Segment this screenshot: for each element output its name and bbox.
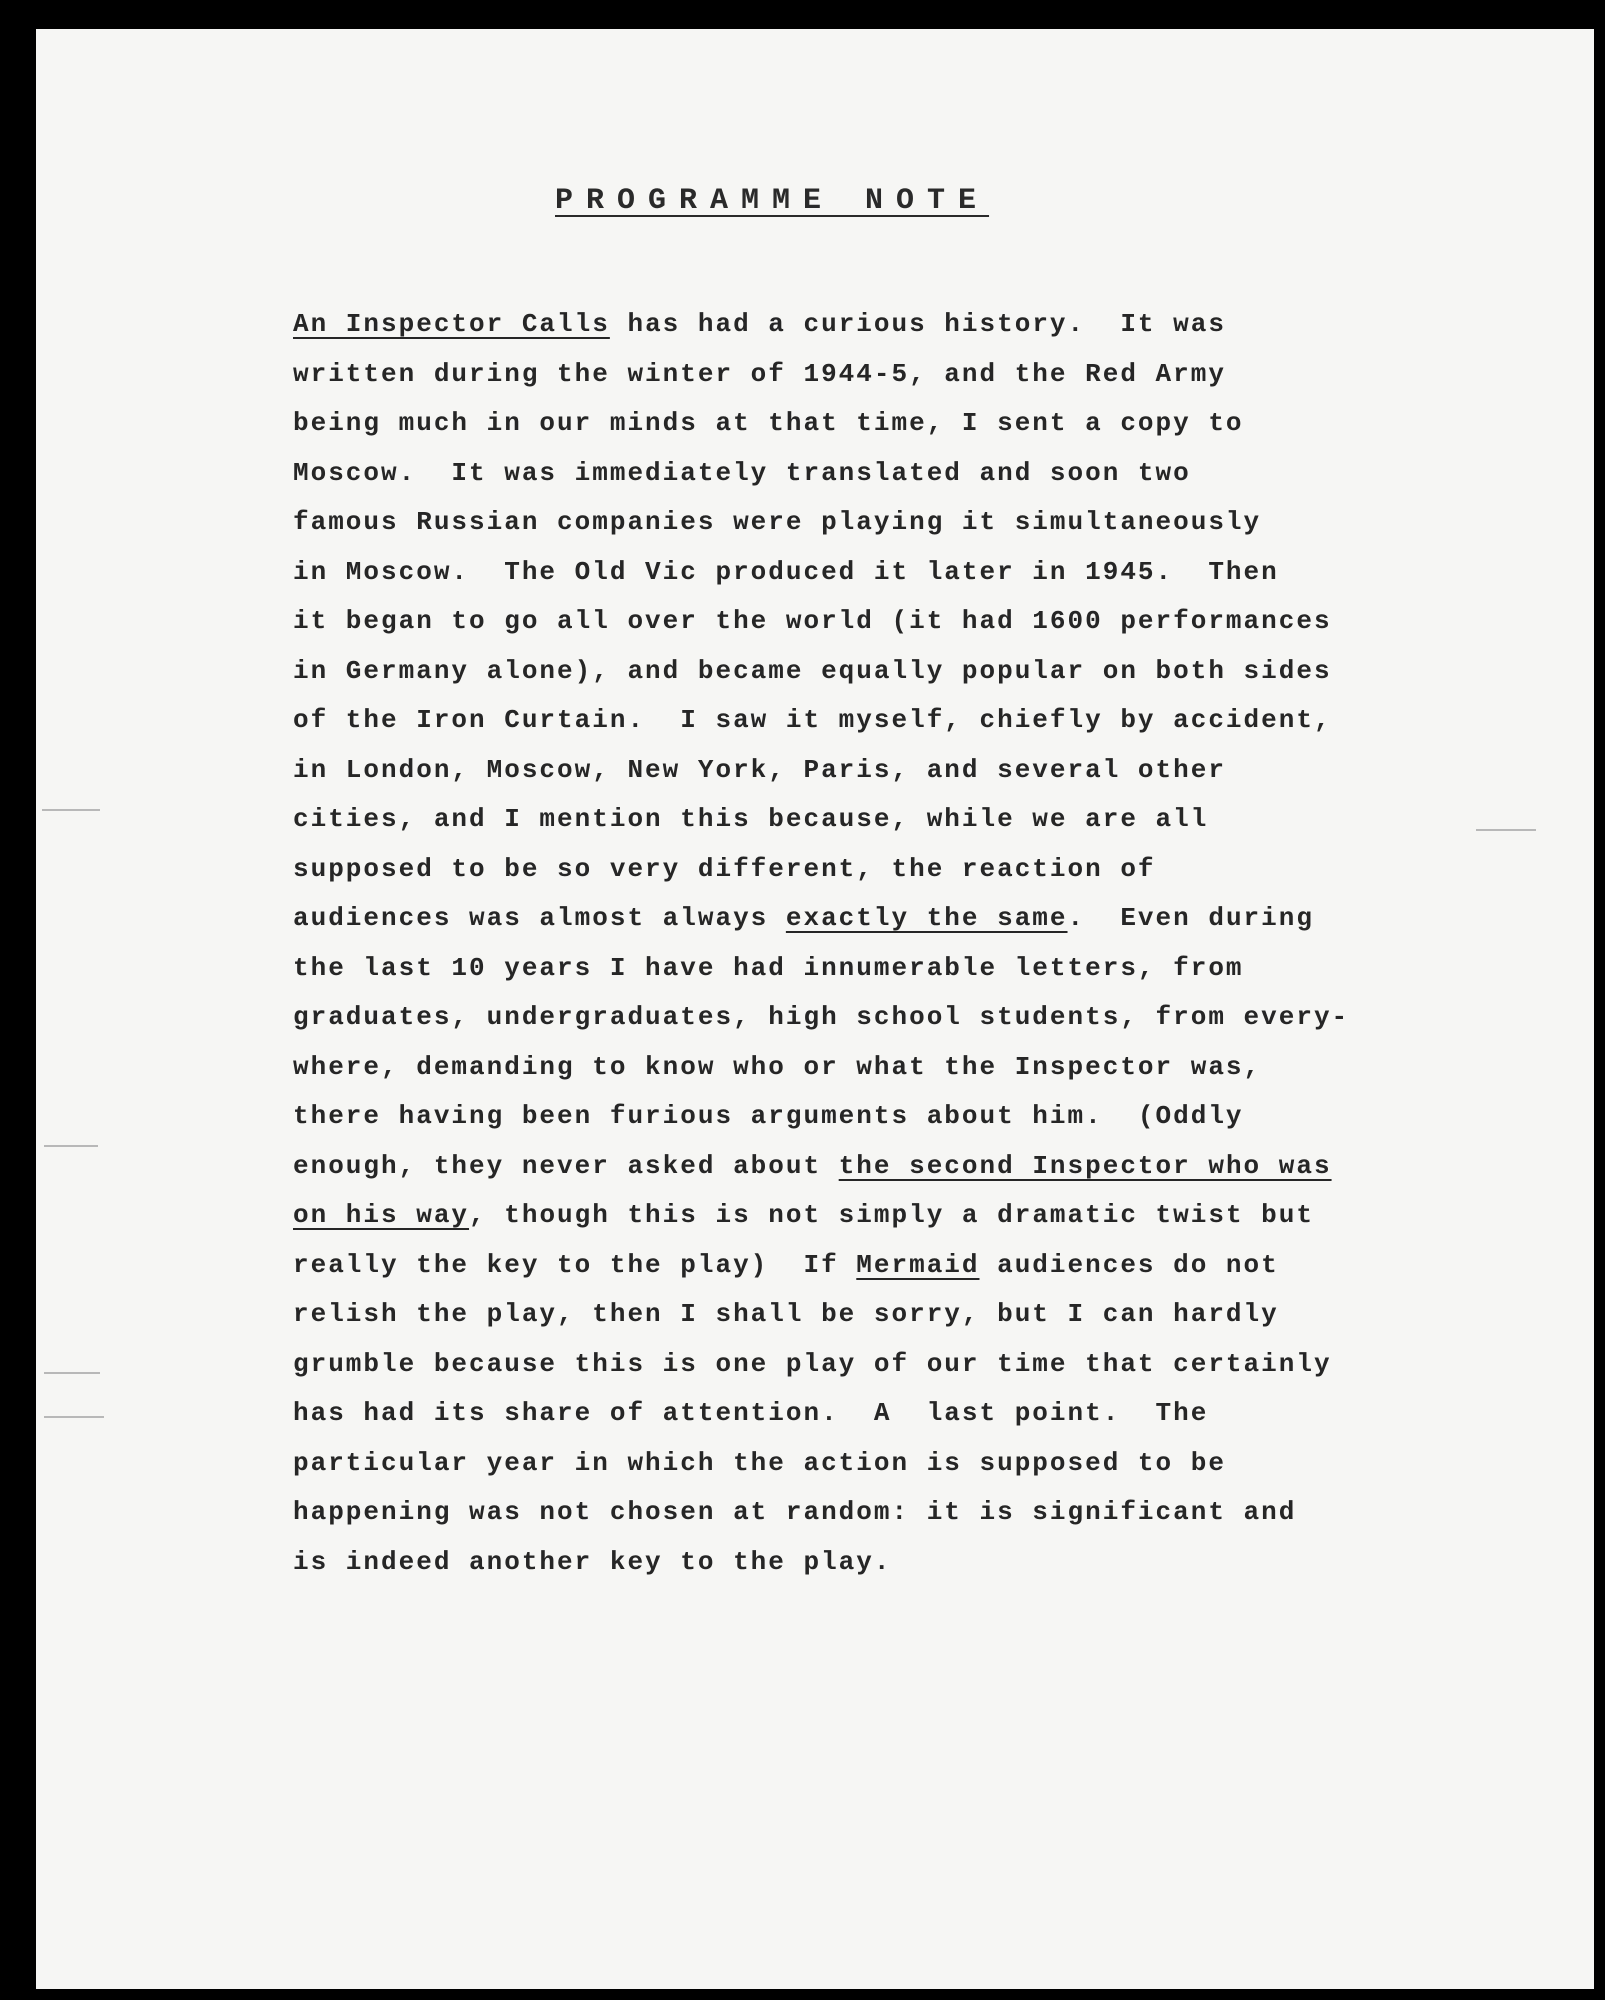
text-segment: . Even during	[1067, 903, 1314, 933]
text-line	[293, 696, 1523, 746]
underlined-text: Mermaid	[856, 1249, 980, 1280]
underlined-text: exactly the same	[785, 903, 1068, 933]
text-segment: grumble because this is one play of our time that certainly	[293, 1348, 1332, 1379]
text-line	[293, 894, 1523, 944]
text-segment: cities, and I mention this because, while we are all	[293, 804, 1209, 834]
text-segment: has had a curious history. It was	[609, 309, 1226, 339]
text-line	[293, 597, 1523, 647]
margin-mark	[42, 809, 100, 811]
text-line	[293, 548, 1523, 598]
text-segment: particular year in which the action is supposed to be	[293, 1447, 1226, 1478]
margin-mark	[44, 1145, 98, 1147]
text-line	[293, 300, 1523, 350]
text-line	[293, 1092, 1523, 1142]
text-segment: it began to go all over the world (it had 1600 performances	[293, 606, 1332, 636]
text-line	[293, 944, 1523, 994]
text-segment: of the Iron Curtain. I saw it myself, chiefly by accident,	[293, 705, 1332, 735]
page-title: PROGRAMME NOTE	[555, 184, 990, 218]
text-segment: the last 10 years I have had innumerable letters, from	[293, 952, 1244, 983]
text-line	[293, 746, 1523, 796]
margin-mark	[44, 1416, 104, 1418]
text-line	[293, 647, 1523, 697]
text-segment: where, demanding to know who or what the Inspector was,	[293, 1051, 1262, 1082]
text-segment: really the key to the play) If	[293, 1249, 857, 1280]
text-line	[293, 1043, 1523, 1093]
text-segment: in London, Moscow, New York, Paris, and several other	[293, 754, 1226, 785]
text-segment: enough, they never asked about	[293, 1150, 839, 1181]
text-segment: famous Russian companies were playing it simultaneously	[293, 507, 1262, 537]
text-line	[293, 449, 1523, 499]
text-line	[293, 1142, 1523, 1192]
text-line	[293, 1538, 1523, 1588]
text-segment: in Moscow. The Old Vic produced it later in 1945. Then	[293, 556, 1279, 587]
margin-mark	[44, 1372, 100, 1374]
text-segment: is indeed another key to the play.	[293, 1546, 892, 1577]
text-line	[293, 498, 1523, 548]
text-line	[293, 1439, 1523, 1489]
text-line	[293, 1340, 1523, 1390]
text-segment: in Germany alone), and became equally popular on both sides	[293, 655, 1332, 686]
text-line	[293, 1290, 1523, 1340]
text-line	[293, 845, 1523, 895]
text-segment: Moscow. It was immediately translated and soon two	[293, 457, 1191, 488]
underlined-text: the second Inspector who was	[838, 1150, 1332, 1181]
text-segment: happening was not chosen at random: it is significant and	[293, 1497, 1297, 1527]
text-segment: being much in our minds at that time, I sent a copy to	[293, 408, 1244, 438]
text-line	[293, 795, 1523, 845]
text-segment: , though this is not simply a dramatic twist but	[469, 1200, 1314, 1230]
text-segment: audiences was almost always	[293, 903, 786, 933]
text-line	[293, 1389, 1523, 1439]
programme-note-body	[293, 300, 1523, 1587]
text-line	[293, 1488, 1523, 1538]
underlined-text: on his way	[293, 1200, 470, 1230]
text-line	[293, 350, 1523, 400]
text-line	[293, 1241, 1523, 1291]
text-segment: supposed to be so very different, the reaction of	[293, 853, 1156, 884]
text-segment: has had its share of attention. A last point. The	[293, 1398, 1209, 1428]
underlined-text: An Inspector Calls	[293, 309, 610, 339]
text-segment: graduates, undergraduates, high school students, from every-	[293, 1002, 1350, 1032]
text-line	[293, 399, 1523, 449]
text-line	[293, 993, 1523, 1043]
text-segment: there having been furious arguments about him. (Oddly	[293, 1101, 1244, 1131]
text-line	[293, 1191, 1523, 1241]
text-segment: audiences do not	[979, 1249, 1279, 1280]
text-segment: relish the play, then I shall be sorry, but I can hardly	[293, 1299, 1279, 1329]
text-segment: written during the winter of 1944-5, and the Red Army	[293, 358, 1226, 389]
